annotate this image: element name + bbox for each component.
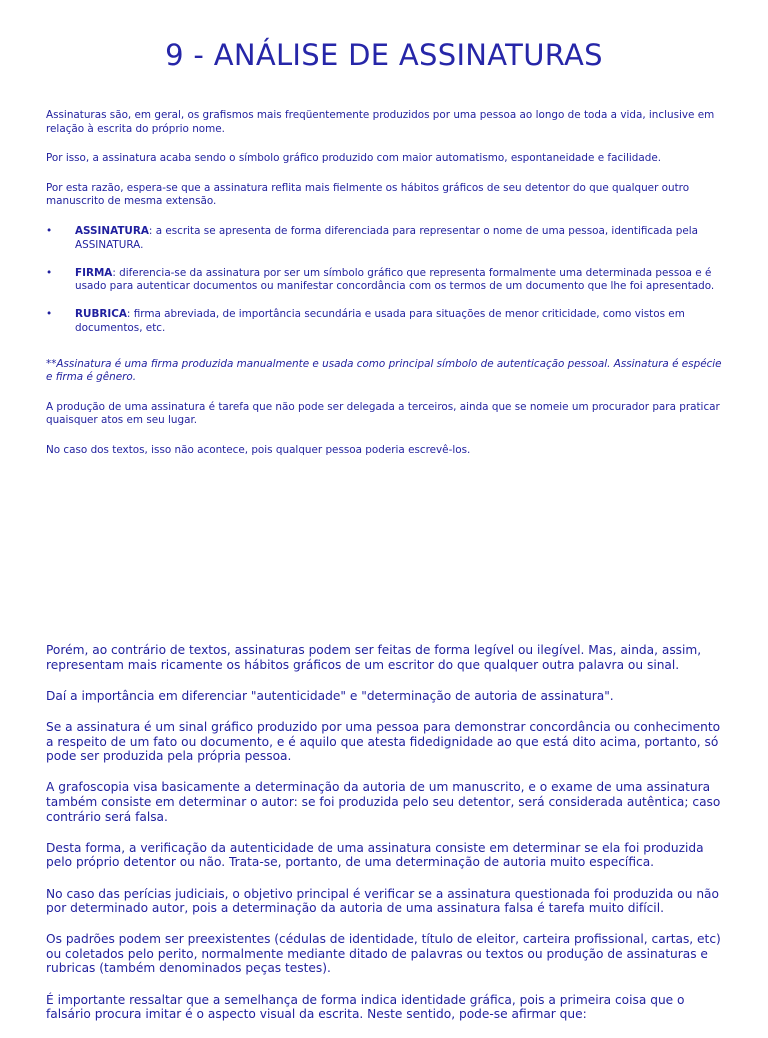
list-item-firma <box>46 267 726 294</box>
page-title: 9 - ANÁLISE DE ASSINATURAS <box>165 38 603 72</box>
paragraph: Porém, ao contrário de textos, assinaturas podem ser feitas de forma legível ou ilegível. Mas, ainda, assim, representam mais ricamente os hábitos gráficos de um escritor do que qualquer outra palavra ou sinal. <box>46 643 702 672</box>
paragraph: Por esta razão, espera-se que a assinatura reflita mais fielmente os hábitos gráficos de seu detentor do que qualquer outro manuscrito de mesma extensão. <box>46 181 690 208</box>
italic-note: **Assinatura é uma firma produzida manualmente e usada como principal símbolo de autenticação pessoal. Assinatura é espécie e firma é gênero. <box>46 357 722 384</box>
list-item-assinatura <box>46 225 726 252</box>
paragraph: A produção de uma assinatura é tarefa que não pode ser delegada a terceiros, ainda que se nomeie um procurador para praticar quaisquer atos em seu lugar. <box>46 400 720 427</box>
bullet-icon: • <box>46 308 53 321</box>
paragraph: Os padrões podem ser preexistentes (cédulas de identidade, título de eleitor, carteira profissional, cartas, etc) ou coletados pelo perito, normalmente mediante ditado de palavras ou textos ou produção de assinaturas e rubricas (também denominados peças testes). <box>46 932 721 976</box>
paragraph: Assinaturas são, em geral, os grafismos mais freqüentemente produzidos por uma pessoa ao longo de toda a vida, inclusive em relação à escrita do próprio nome. <box>46 109 715 135</box>
definition-list <box>46 225 726 336</box>
list-item-rubrica <box>46 308 726 335</box>
definition: : firma abreviada, de importância secundária e usada para situações de menor criticidade, como vistos em documentos, etc. <box>75 308 685 334</box>
term: ASSINATURA <box>75 224 149 237</box>
definition: : a escrita se apresenta de forma diferenciada para representar o nome de uma pessoa, identificada pela ASSINATURA. <box>75 224 698 251</box>
paragraph: A grafoscopia visa basicamente a determinação da autoria de um manuscrito, e o exame de uma assinatura também consiste em determinar o autor: se foi produzida pelo seu detentor, será considerada autêntica; caso contrário será falsa. <box>46 780 721 824</box>
term: FIRMA <box>75 266 113 279</box>
paragraph: No caso das perícias judiciais, o objetivo principal é verificar se a assinatura questionada foi produzida ou não por determinado autor, pois a determinação da autoria de uma assinatura falsa é tarefa muito difícil. <box>46 886 719 916</box>
paragraph: No caso dos textos, isso não acontece, pois qualquer pessoa poderia escrevê-los. <box>46 443 471 456</box>
paragraph: Daí a importância em diferenciar "autenticidade" e "determinação de autoria de assinatura". <box>46 688 614 703</box>
bullet-icon: • <box>46 266 53 279</box>
section-authenticity <box>46 643 726 1038</box>
term: RUBRICA <box>75 308 127 321</box>
bullet-icon: • <box>46 224 53 237</box>
paragraph: Se a assinatura é um sinal gráfico produzido por uma pessoa para demonstrar concordância ou conhecimento a respeito de um fato ou documento, e é aquilo que atesta fidedignidade ao que está dito acima, portanto, só pode ser produzida pela própria pessoa. <box>46 719 721 764</box>
definition: : diferencia-se da assinatura por ser um símbolo gráfico que representa formalmente uma determinada pessoa e é usado para autenticar documentos ou manifestar concordância com os termos de um documento que lhe foi apresentado. <box>75 266 715 293</box>
section-definitions <box>46 109 726 474</box>
paragraph: É importante ressaltar que a semelhança de forma indica identidade gráfica, pois a primeira coisa que o falsário procura imitar é o aspecto visual da escrita. Neste sentido, pode-se afirmar que: <box>46 992 685 1022</box>
paragraph: Por isso, a assinatura acaba sendo o símbolo gráfico produzido com maior automatismo, espontaneidade e facilidade. <box>46 152 662 165</box>
paragraph: Desta forma, a verificação da autenticidade de uma assinatura consiste em determinar se ela foi produzida pelo próprio detentor ou não. Trata-se, portanto, de uma determinação de autoria muito específica. <box>46 840 704 870</box>
